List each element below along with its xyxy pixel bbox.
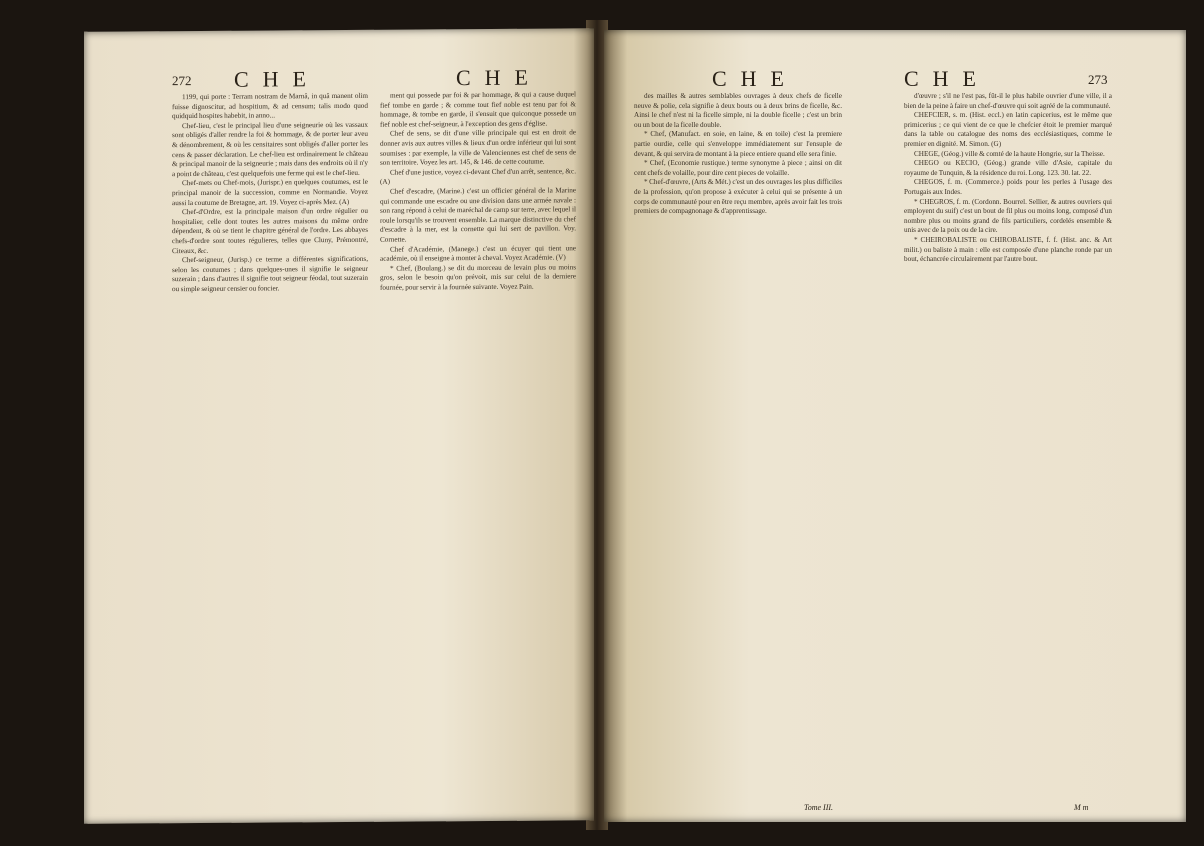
paragraph: CHEGO ou KECIO, (Géog.) grande ville d'Asie, capitale du royaume de Tunquin, & la résidence du roi. Long. 123. 30. lat. 22. <box>904 159 1112 177</box>
paragraph: * Chef, (Economie rustique.) terme synonyme à piece ; ainsi on dit cent chefs de volaille, pour dire cent pieces de volaille. <box>634 159 842 177</box>
page-number: 273 <box>1088 72 1108 87</box>
signature-mark: M m <box>1074 803 1089 812</box>
paragraph: Chef-d'Ordre, est la principale maison d'un ordre régulier ou hospitalier, celle dont toutes les autres maisons du même ordre dépendent, & où se tient le chapitre général de l'ordre. Les abbayes chefs-d'ordre sont toutes régulieres, telles que Cluny, Prémontré, Citeaux, &c. <box>172 206 368 255</box>
left-page <box>84 28 594 824</box>
paragraph: CHEGE, (Géog.) ville & comté de la haute Hongrie, sur la Theisse. <box>914 149 1105 158</box>
running-head-right: CHE <box>904 66 990 91</box>
paragraph: CHEFCIER, s. m. (Hist. eccl.) en latin capicerius, est le même que primicerius ; ce qui vient de ce que le chefcier étoit le premier marqué dans la table ou catalogue des noms des ecclésiastiques, comme le premier en dignité. M. Simon. (G) <box>904 111 1112 148</box>
paragraph: Chef-lieu, c'est le principal lieu d'une seigneurie où les vassaux sont obligés d'aller rendre la foi & hommage, & de porter leur aveu & dénombrement, & où les censitaires sont obligés d'aller porter les cens & passer déclaration. Le chef-lieu est ordinairement le château & principal manoir de la seigneurie ; mais dans des endroits où il n'y a point de château, c'est quelquefois une ferme qui est le chef-lieu. <box>172 120 368 178</box>
paragraph: * Chef-d'œuvre, (Arts & Mét.) c'est un des ouvrages les plus difficiles de la profession, qu'on propose à exécuter à celui qui se présente à un corps de communauté pour en être reçu membre, après avoir fait les trois premiers de compagnonage & d'apprentissage. <box>634 178 842 216</box>
paragraph: * Chef, (Manufact. en soie, en laine, & en toile) c'est la premiere partie ourdie, celle qui s'enveloppe immédiatement sur l'ensuple de devant, & qui servira de montant à la piece entiere quand elle sera finie. <box>634 130 842 158</box>
text-column-2 <box>380 90 576 293</box>
paragraph: Chef d'Académie, (Manege.) c'est un écuyer qui tient une académie, où il enseigne à monter à cheval. Voyez Académie. (V) <box>380 243 576 263</box>
running-head-left: CHE <box>712 66 798 91</box>
volume-footer: Tome III. <box>804 803 834 812</box>
paragraph: * CHEGROS, f. m. (Cordonn. Bourrel. Sellier, & autres ouvriers qui employent du suif) c'est un bout de fil plus ou moins long, composé d'un nombre plus ou moins grand de fils particuliers, cordelés ensemble & unis avec de la poix ou de la cire. <box>904 197 1112 235</box>
running-head-right: CHE <box>456 64 542 91</box>
paragraph: Chef-mets ou Chef-mois, (Jurispr.) en quelques coutumes, est le principal manoir de la succession, comme en Normandie. Voyez aussi la coutume de Bretagne, art. 19. Voyez ci-après Mez. (A) <box>172 178 368 207</box>
right-page <box>604 30 1186 822</box>
paragraph: Chef de sens, se dit d'une ville principale qui est en droit de donner avis aux autres villes & lieux d'un ordre inférieur qui lui sont soumises : par exemple, la ville de Valenciennes est chef de sens de son territoire. Voyez les art. 145, & 146. de cette coutume. <box>380 128 576 167</box>
text-column-1 <box>172 92 368 295</box>
paragraph: ment qui possede par foi & par hommage, & qui a cause duquel fief tombe en garde ; & comme tout fief noble est tenu par foi & hommage, & tombe en garde, il s'ensuit que quiconque possede un fief noble est chef-seigneur, à l'exception des gens d'église. <box>380 90 576 129</box>
paragraph: * Chef, (Boulang.) se dit du morceau de levain plus ou moins gros, selon le besoin qu'on prévoit, mis sur celui de la derniere fournée, pour servir à la fournée suivante. Voyez Pain. <box>380 263 576 292</box>
running-head-left: CHE <box>234 66 320 92</box>
paragraph: Chef d'une justice, voyez ci-devant Chef d'un arrêt, sentence, &c. (A) <box>380 167 576 187</box>
text-column-1 <box>634 92 842 217</box>
paragraph: CHEGOS, f. m. (Commerce.) poids pour les perles à l'usage des Portugais aux Indes. <box>904 178 1112 196</box>
paragraph: d'œuvre ; s'il ne l'est pas, fût-il le plus habile ouvrier d'une ville, il a bien de la peine à faire un chef-d'œuvre qui soit agréé de la communauté. <box>904 92 1112 110</box>
page-number: 272 <box>172 73 192 89</box>
paragraph: des mailles & autres semblables ouvrages à deux chefs de ficelle neuve & polie, cela signifie à deux bouts ou à deux brins de ficelle, &c. Ainsi le chef n'est ni la ficelle simple, ni la double ficelle ; c'est un brin ou un bout de la ficelle double. <box>634 92 842 129</box>
text-column-2 <box>904 92 1112 265</box>
paragraph: Chef-seigneur, (Jurisp.) ce terme a différentes significations, selon les coutumes ; dans quelques-unes il signifie le seigneur suzerain ; dans d'autres il signifie tout seigneur féodal, tout suzerain ou simple seigneur censier ou foncier. <box>172 254 368 294</box>
paragraph: Chef d'escadre, (Marine.) c'est un officier général de la Marine qui commande une escadre ou une division dans une armée navale : son rang répond à celui de maréchal de camp sur terre, avec lequel il roule lorsqu'ils se trouvent ensemble. La marque distinctive du chef d'escadre à la mer, est la cornette qui lui sert de pavillon. Voy. Cornette. <box>380 186 576 244</box>
paragraph: * CHEIROBALISTE ou CHIROBALISTE, f. f. (Hist. anc. & Art milit.) ou baliste à main : elle est composée d'une planche ronde par un bout, échancrée circulairement par l'autre bout. <box>904 235 1112 264</box>
paragraph: 1199, qui porte : Terram nostram de Marnâ, in quâ manent olim fuisse dignoscitur, ad hospitium, & ad censum; talis modo quod quidquid hospites habebit, in anno... <box>172 91 368 121</box>
